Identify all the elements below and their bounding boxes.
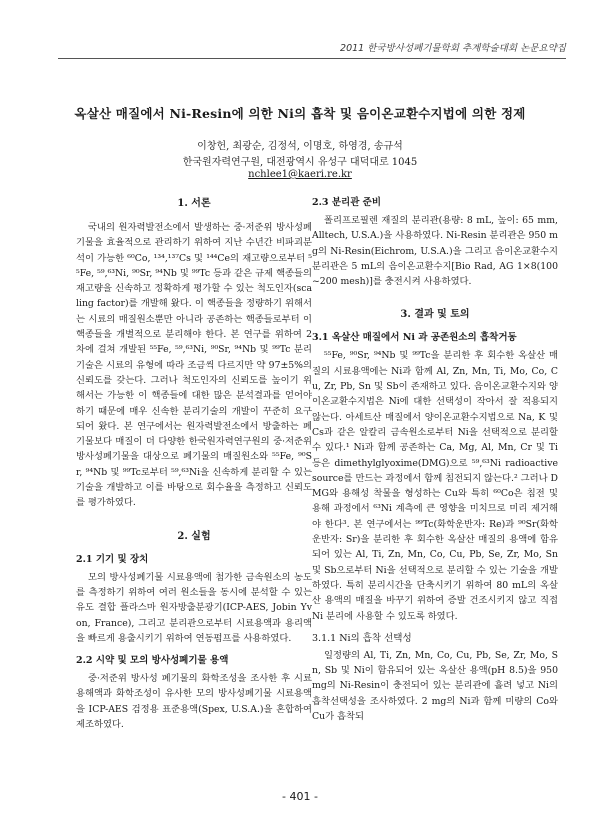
section-heading-experiment: 2. 실험 [177,530,211,542]
subsection-heading-2-2: 2.2 시약 및 모의 방사성폐기물 용액 [76,655,229,667]
subsection-heading-3-1-1: 3.1.1 Ni의 흡착 선택성 [312,632,412,644]
left-column [76,196,312,732]
paragraph-2-2: 중·저준위 방사성 폐기물의 화학조성을 조사한 후 시료용해액과 화학조성이 유사한 모의 방사성폐기물 시료용액을 ICP-AES 검정용 표준용액(Spex, U.S.A.)을 혼합하여 제조하였다. [76,673,312,731]
subsection-heading-3-1: 3.1 옥살산 매질에서 Ni 과 공존원소의 흡착거동 [312,332,517,344]
paragraph-3-1-1: 일정량의 Al, Ti, Zn, Mn, Co, Cu, Pb, Se, Zr, Mo, Sn, Sb 및 Ni이 함유되어 있는 옥살산 용액(pH 8.5)을 950 mg의 Ni-Resin이 충전되어 있는 분리관에 흘려 넣고 Ni의 흡착선택성을 조사하였다. 2 mg의 Ni과 함께 미량의 Co와 Cu가 흡착되 [312,649,558,723]
email-link[interactable]: nchlee1@kaeri.re.kr [248,169,352,180]
paragraph-2-1: 모의 방사성폐기물 시료용액에 첨가한 금속원소의 농도를 측정하기 위하여 여러 원소들을 동시에 분석할 수 있는 유도 결합 플라스마 원자방출분광기(ICP-AES, Jobin Yvon, France), 그리고 분리관으로부터 시료용액과 용리액을 빠르게 용출시키기 위하여 연동펌프를 사용하였다. [76,571,312,644]
page-number: - 401 - [282,790,318,803]
section-heading-results: 3. 결과 및 토의 [400,309,470,321]
affiliation: 한국원자력연구원, 대전광역시 유성구 대덕대로 1045 [182,157,418,168]
subsection-heading-2-3: 2.3 분리관 준비 [312,197,382,208]
section-heading-intro: 1. 서론 [177,198,211,209]
subsection-heading-2-1: 2.1 기기 및 장치 [76,553,149,565]
paper-title: 옥살산 매질에서 Ni-Resin에 의한 Ni의 흡착 및 음이온교환수지법에 의한 정제 [74,106,526,121]
running-head: 2011 한국방사성폐기물학회 추계학술대회 논문요약집 [340,43,566,54]
intro-paragraph: 국내의 원자력발전소에서 발생하는 중·저준위 방사성폐기물을 효율적으로 관리하기 위하여 지난 수년간 비파괴분석이 가능한 ⁶⁰Co, ¹³⁴,¹³⁷Cs 및 ¹⁴⁴Ce의 재고량으로부터 ⁵⁵Fe, ⁵⁹,⁶³Ni, ⁹⁰Sr, ⁹⁴Nb 및 ⁹⁹Tc 등과 같은 규제 핵종들의 재고량을 신속하고 정확하게 평가할 수 있는 척도인자(scaling factor)를 개발해 왔다. 이 핵종들을 정량하기 위해서는 시료의 매질원소뿐만 아니라 공존하는 핵종들로부터 이 핵종들을 개별적으로 분리해야 한다. 본 연구를 위하여 2차에 걸쳐 개발된 ⁵⁵Fe, ⁵⁹,⁶³Ni, ⁹⁰Sr, ⁹⁴Nb 및 ⁹⁹Tc 분리기술은 시료의 유형에 따라 조금씩 다르지만 약 97±5%의 신뢰도를 갖는다. 그러나 척도인자의 신뢰도를 높이기 위해서는 가능한 이 핵종들에 대한 많은 분석결과를 얻어야 하기 때문에 매우 신속한 분리기술의 개발이 꾸준히 요구되어 왔다. 본 연구에서는 원자력발전소에서 방출하는 폐기물보다 매질이 더 다양한 한국원자력연구원의 중·저준위 방사성폐기물을 대상으로 폐기물의 매질원소와 ⁵⁵Fe, ⁹⁰Sr, ⁹⁴Nb 및 ⁹⁹Tc로부터 ⁵⁹,⁶³Ni을 신속하게 분리할 수 있는 기술을 개발하고 이를 바탕으로 회수율을 측정하고 신뢰도를 평가하였다. [76,222,312,509]
paragraph-2-3: 폴리프로필렌 재질의 분리관(용량: 8 mL, 높이: 65 mm, Alltech, U.S.A.)을 사용하였다. Ni-Resin 분리관은 950 mg의 Ni-Resin(Eichrom, U.S.A.)을 그리고 음이온교환수지 분리관은 5 mL의 음이온교환수지[Bio Rad, AG 1×8(100~200 mesh)]를 충전시켜 사용하였다. [312,215,558,288]
right-column [312,196,558,724]
header-rule [58,58,566,59]
author-list: 이창헌, 최광순, 김정석, 이명호, 하영경, 송규석 [197,141,403,152]
paragraph-3-1: ⁵⁵Fe, ⁹⁰Sr, ⁹⁴Nb 및 ⁹⁹Tc을 분리한 후 회수한 옥살산 매질의 시료용액에는 Ni과 함께 Al, Zn, Mn, Ti, Mo, Co, Cu, Zr, Pb, Sn 및 Sb이 존재하고 있다. 음이온교환수지와 양이온교환수지법은 Ni에 대한 선택성이 작아서 잘 적용되지 않는다. 아세트산 매질에서 양이온교환수지법으로 Na, K 및 Cs과 같은 알칼리 금속원소로부터 Ni을 선택적으로 분리할 수 있다.¹ Ni과 함께 공존하는 Ca, Mg, Al, Mn, Cr 및 Ti 등은 dimethylglyoxime(DMG)으로 ⁵⁹,⁶³Ni radioactive source를 만드는 과정에서 함께 침전되지 않는다.² 그러나 DMG와 용해성 착물을 형성하는 Cu와 특히 ⁶⁰Co은 침전 및 용해 과정에서 ⁶³Ni 계측에 큰 영향을 미치므로 미리 제거해야 한다³. 본 연구에서는 ⁹⁹Tc(화학운반자: Re)과 ⁹⁰Sr(화학운반자: Sr)을 분리한 후 회수한 옥살산 매질의 용액에 함유되어 있는 Al, Ti, Zn, Mn, Co, Cu, Pb, Se, Zr, Mo, Sn 및 Sb으로부터 Ni을 선택적으로 분리할 수 있는 기술을 개발하였다. 특히 분리시간을 단축시키기 위하여 80 mL의 옥살산 용액의 매질을 바꾸기 위하여 증발 건조시키지 않고 직접 Ni 분리에 사용할 수 있도록 하였다. [312,350,558,622]
